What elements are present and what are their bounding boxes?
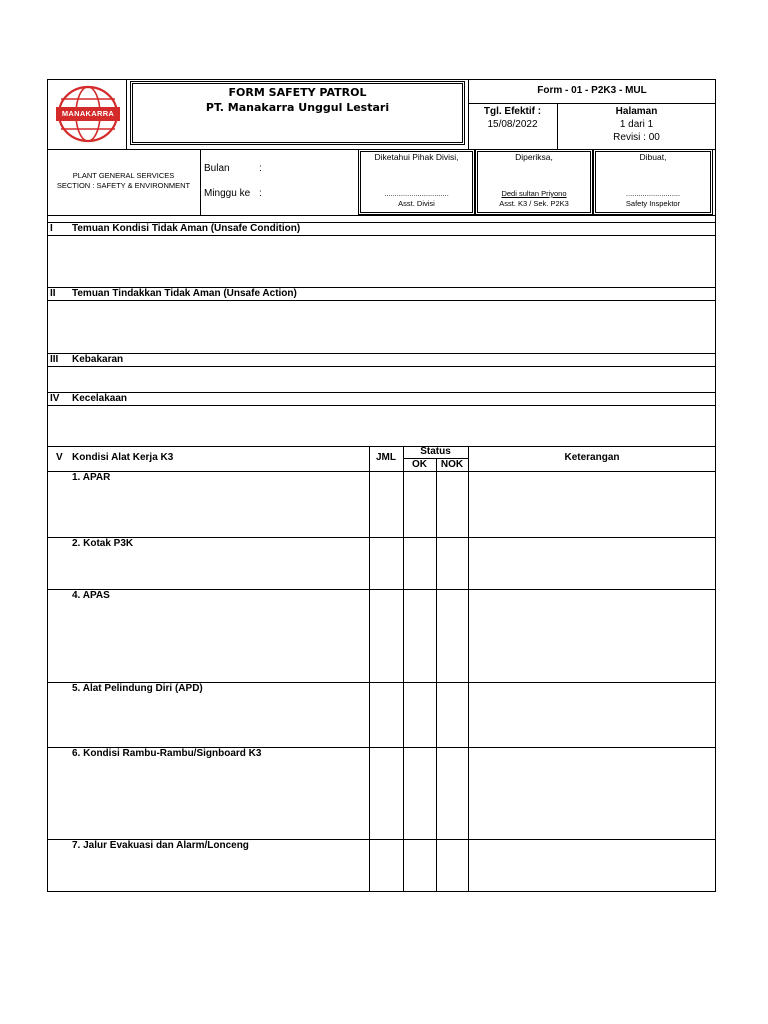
diketahui-role: Asst. Divisi <box>398 199 435 208</box>
divider <box>200 149 201 215</box>
table-number: V <box>56 452 63 463</box>
divider <box>468 103 716 104</box>
diketahui-label: Diketahui Pihak Divisi, <box>374 152 459 162</box>
divider <box>47 589 716 590</box>
divider <box>47 471 716 472</box>
divider <box>47 446 716 447</box>
divider <box>47 215 716 216</box>
jml-header: JML <box>376 452 396 463</box>
minggu-label: Minggu ke <box>204 188 251 199</box>
divider <box>369 446 370 892</box>
nok-header: NOK <box>440 459 464 470</box>
section-1-title: Temuan Kondisi Tidak Aman (Unsafe Condition) <box>72 223 301 234</box>
logo-text: MANAKARRA <box>61 109 115 118</box>
halaman-label: Halaman <box>615 106 658 117</box>
company-name: PT. Manakarra Unggul Lestari <box>205 101 390 114</box>
diketahui-dots: ............................... <box>384 189 449 198</box>
dept-name: PLANT GENERAL SERVICES <box>72 171 175 180</box>
divider <box>47 235 716 236</box>
table-row-label: 4. APAS <box>72 590 110 601</box>
section-2-number: II <box>50 288 56 299</box>
dept-section: SECTION : SAFETY & ENVIRONMENT <box>56 181 191 190</box>
section-4-number: IV <box>50 393 60 404</box>
diperiksa-name: Dedi sultan Priyono <box>501 189 567 198</box>
halaman-value: 1 dari 1 <box>619 119 654 130</box>
divider <box>47 366 716 367</box>
divider <box>47 405 716 406</box>
diperiksa-label: Diperiksa, <box>515 152 553 162</box>
tgl-efektif-label: Tgl. Efektif : <box>483 106 542 117</box>
table-row-label: 6. Kondisi Rambu-Rambu/Signboard K3 <box>72 748 262 759</box>
table-title: Kondisi Alat Kerja K3 <box>72 452 174 463</box>
status-header: Status <box>420 446 451 457</box>
tgl-efektif-value: 15/08/2022 <box>487 119 538 130</box>
divider <box>47 353 716 354</box>
form-code: Form - 01 - P2K3 - MUL <box>537 85 647 96</box>
bulan-label: Bulan <box>204 163 230 174</box>
divider <box>47 392 716 393</box>
diperiksa-role: Asst. K3 / Sek. P2K3 <box>499 199 569 208</box>
keterangan-header: Keterangan <box>564 452 620 463</box>
table-row-label: 1. APAR <box>72 472 111 483</box>
divider <box>468 446 469 892</box>
divider <box>47 537 716 538</box>
table-row-label: 2. Kotak P3K <box>72 538 134 549</box>
company-logo <box>56 83 120 145</box>
divider <box>403 446 404 892</box>
dibuat-role: Safety Inspektor <box>625 199 681 208</box>
minggu-colon: : <box>259 188 262 199</box>
divider <box>47 300 716 301</box>
section-1-number: I <box>50 223 53 234</box>
section-4-title: Kecelakaan <box>72 393 128 404</box>
form-title: FORM SAFETY PATROL <box>228 86 367 99</box>
section-3-title: Kebakaran <box>72 354 124 365</box>
table-row-label: 7. Jalur Evakuasi dan Alarm/Lonceng <box>72 840 249 851</box>
dibuat-label: Dibuat, <box>639 152 667 162</box>
section-3-number: III <box>50 354 59 365</box>
table-row-label: 5. Alat Pelindung Diri (APD) <box>72 683 203 694</box>
dibuat-dots: .......................... <box>625 189 681 198</box>
divider <box>436 458 437 892</box>
revisi-value: Revisi : 00 <box>613 132 660 143</box>
ok-header: OK <box>412 459 427 470</box>
bulan-colon: : <box>259 163 262 174</box>
divider <box>126 79 127 149</box>
section-2-title: Temuan Tindakkan Tidak Aman (Unsafe Action) <box>72 288 297 299</box>
